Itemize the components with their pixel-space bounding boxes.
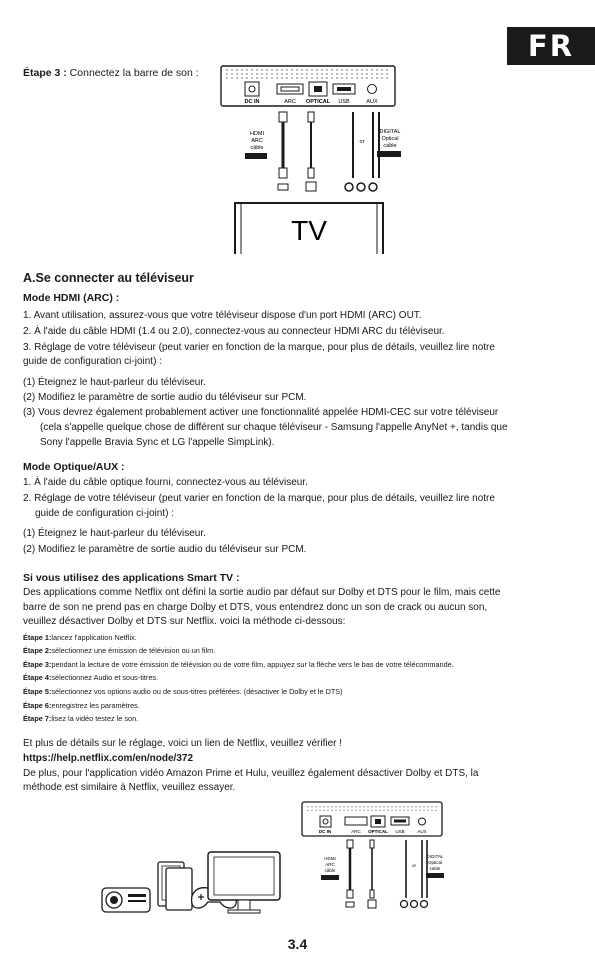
hdmi-step-3-cont: guide de configuration ci-joint) : — [23, 356, 162, 367]
tv-rca-port-3 — [369, 183, 377, 191]
hdmi-step-3: 3. Réglage de votre téléviseur (peut varier en fonction de la marque, pour plus de détails, veuillez lire notre — [23, 342, 495, 353]
netflix-step-1: Étape 1:lancez l'application Netflix. — [23, 633, 137, 642]
hdmi-mode-heading: Mode HDMI (ARC) : — [23, 292, 120, 304]
amazon-line-2: méthode est similaire à Netflix, veuillez essayer. — [23, 782, 236, 793]
port-label-aux: AUX — [366, 99, 378, 105]
section-title: A.Se connecter au téléviseur — [23, 271, 194, 285]
digital-cable-label-3: cable — [383, 143, 397, 149]
svg-text:DIGITAL: DIGITAL — [426, 854, 444, 859]
tv-optical-port — [306, 182, 316, 191]
hdmi-cable-label-3: câble — [250, 145, 264, 151]
hdmi-sub-1: (1) Éteignez le haut-parleur du téléviseur. — [23, 377, 206, 388]
optical-step-2: 2. Réglage de votre téléviseur (peut varier en fonction de la marque, pour plus de détails, veuillez lire notre — [23, 493, 495, 504]
port-label-optical: OPTICAL — [305, 99, 331, 105]
port-label-arc: ARC — [284, 99, 296, 105]
step3-text: Connectez la barre de son : — [66, 67, 199, 79]
digital-cable-label-2: Optical — [381, 136, 399, 142]
smart-tv-para-2: barre de son ne prend pas en charge Dolby et DTS, vous entendrez donc un son de crack ou aucun son, — [23, 602, 488, 613]
hdmi-sub-3-cont-1: (cela s'appelle quelque chose de différent sur chaque téléviseur - Samsung l'appelle AnyNet +, tandis que — [40, 422, 508, 433]
hdmi-cable-label-1: HDMI — [249, 131, 265, 137]
hdmi-step-1: 1. Avant utilisation, assurez-vous que votre téléviseur dispose d'un port HDMI (ARC) OUT. — [23, 310, 422, 321]
step3-label: Étape 3 : — [23, 67, 67, 79]
smart-tv-para-1: Des applications comme Netflix ont défini la sortie audio par défaut sur Dolby et DTS pour le film, mais cette — [23, 587, 501, 598]
hdmi-step-2: 2. À l'aide du câble HDMI (1.4 ou 2.0), connectez-vous au connecteur HDMI ARC du téléviseur. — [23, 326, 445, 337]
tablet-icon — [158, 862, 192, 910]
hdmi-tag — [245, 153, 267, 159]
optical-sub-1: (1) Éteignez le haut-parleur du téléviseur. — [23, 528, 206, 539]
netflix-step-6: Étape 6:enregistrez les paramètres. — [23, 701, 140, 710]
digital-tag — [377, 151, 401, 157]
netflix-step-7: Étape 7:lisez la vidéo testez le son. — [23, 714, 139, 723]
hdmi-sub-2: (2) Modifiez le paramètre de sortie audio du téléviseur sur PCM. — [23, 392, 307, 403]
optical-step-2-cont: guide de configuration ci-joint) : — [35, 508, 174, 519]
svg-text:ARC: ARC — [325, 862, 335, 867]
svg-text:AUX: AUX — [417, 829, 427, 834]
hdmi-sub-3-cont-2: Sony l'appelle Bravia Sync et LG l'appelle SimpLink). — [40, 437, 275, 448]
port-label-dcin: DC IN — [244, 99, 260, 105]
netflix-step-5: Étape 5:sélectionnez vos options audio ou de sous-titres préférées. (désactiver le Dolby et le DTS) — [23, 687, 343, 696]
optical-sub-2: (2) Modifiez le paramètre de sortie audio du téléviseur sur PCM. — [23, 544, 307, 555]
page-number: 3.4 — [287, 936, 308, 952]
netflix-step-4: Étape 4:sélectionnez Audio et sous-titres. — [23, 673, 159, 682]
tv-rca-port-2 — [357, 183, 365, 191]
optical-step-1: 1. À l'aide du câble optique fourni, connectez-vous au téléviseur. — [23, 477, 308, 488]
speaker-grille — [225, 69, 391, 79]
svg-text:or: or — [411, 863, 417, 868]
devices-illustration — [100, 848, 285, 918]
monitor-icon — [208, 852, 280, 913]
svg-text:ARC: ARC — [351, 829, 361, 834]
netflix-step-3: Étape 3:pendant la lecture de votre émission de télévision ou de votre film, appuyez sur la flèche vers le bas de votre télécommande. — [23, 660, 454, 669]
more-details-line: Et plus de détails sur le réglage, voici un lien de Netflix, veuillez vérifier ! — [23, 738, 343, 749]
amazon-line-1: De plus, pour l'application vidéo Amazon Prime et Hulu, veuillez également désactiver Dolby et DTS, la — [23, 768, 479, 779]
smart-tv-heading: Si vous utilisez des applications Smart TV : — [23, 572, 240, 584]
language-badge: FR — [507, 27, 595, 65]
tv-label: TV — [291, 215, 327, 246]
hdmi-sub-3: (3) Vous devrez également probablement activer une fonctionnalité appelée HDMI-CEC sur votre téléviseur — [23, 407, 499, 418]
tv-rca-port-1 — [345, 183, 353, 191]
svg-text:OPTICAL: OPTICAL — [368, 829, 388, 834]
hdmi-cable-label-2: ARC — [251, 138, 263, 144]
step3-heading — [23, 67, 199, 79]
svg-text:câble: câble — [324, 868, 336, 873]
soundbar-connection-diagram-bottom — [298, 798, 448, 918]
port-label-usb: USB — [338, 99, 350, 105]
tv-hdmi-port — [278, 184, 288, 190]
soundbar-connection-diagram-top — [215, 60, 405, 265]
svg-text:USB: USB — [395, 829, 405, 834]
svg-text:HDMI: HDMI — [324, 856, 336, 861]
svg-text:Optical: Optical — [427, 860, 443, 865]
or-label: or — [359, 139, 365, 145]
netflix-step-2: Étape 2:sélectionnez une émission de télévision ou un film. — [23, 646, 216, 655]
netflix-help-link[interactable]: https://help.netflix.com/en/node/372 — [23, 753, 194, 764]
optical-mode-heading: Mode Optique/AUX : — [23, 461, 125, 473]
svg-text:cable: cable — [429, 866, 441, 871]
svg-text:DC IN: DC IN — [318, 829, 332, 834]
smart-tv-para-3: veuillez désactiver Dolby et DTS sur Netflix. voici la méthode ci-dessous: — [23, 616, 346, 627]
digital-cable-label-1: DIGITAL — [379, 129, 401, 135]
projector-icon — [102, 888, 150, 912]
